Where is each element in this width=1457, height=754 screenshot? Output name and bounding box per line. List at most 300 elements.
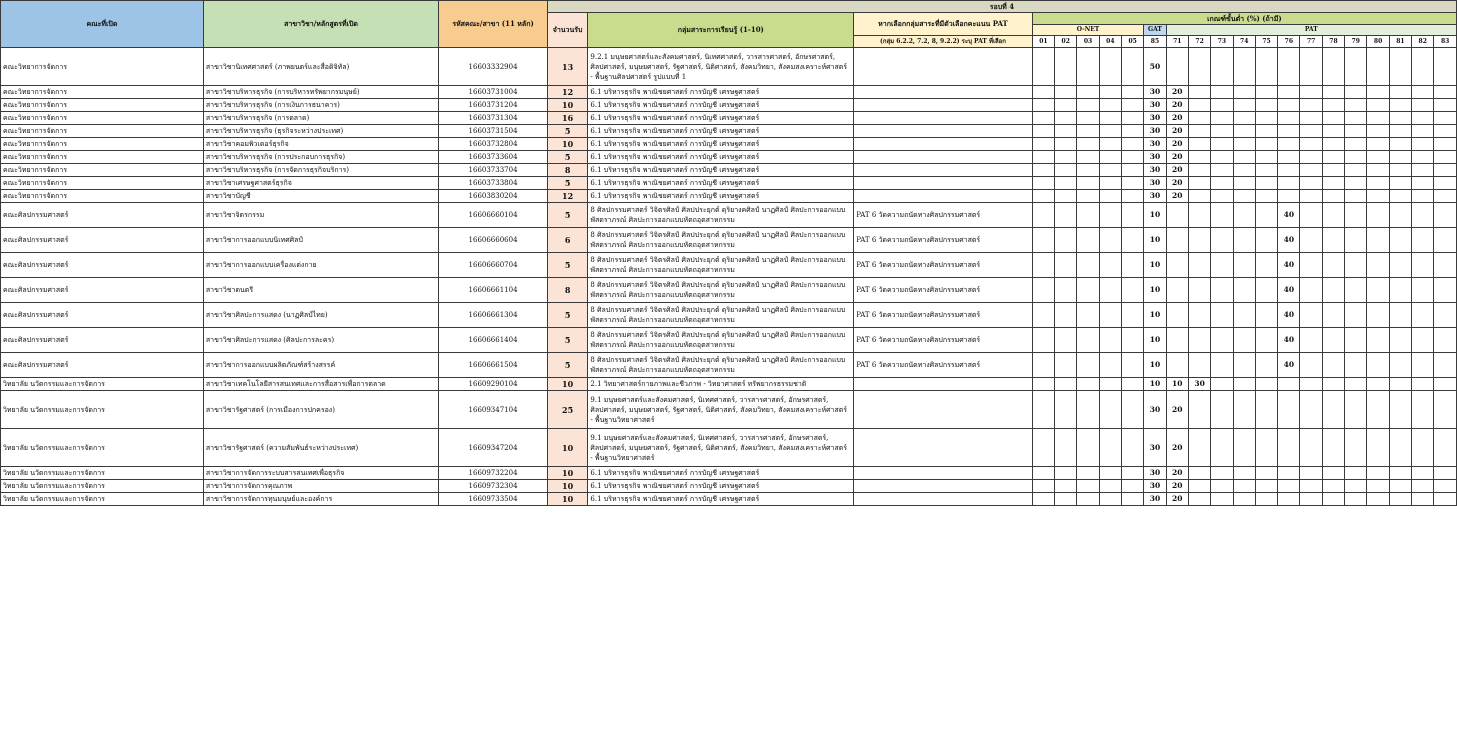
score-cell-03 — [1077, 253, 1099, 278]
score-cell-77 — [1300, 86, 1322, 99]
score-cell-03 — [1077, 203, 1099, 228]
enroll-cell: 5 — [547, 353, 588, 378]
score-cell-75 — [1255, 328, 1277, 353]
table-row — [1, 99, 1457, 112]
score-cell-76 — [1278, 391, 1300, 429]
score-cell-02 — [1055, 378, 1077, 391]
table-row — [1, 112, 1457, 125]
score-cell-80 — [1367, 493, 1389, 506]
score-cell-73 — [1211, 391, 1233, 429]
score-cell-82 — [1412, 177, 1434, 190]
table-row — [1, 391, 1457, 429]
score-cell-02 — [1055, 467, 1077, 480]
code-cell: 16606661104 — [439, 278, 548, 303]
pat-choice-cell: PAT 6 วัดความถนัดทางศิลปกรรมศาสตร์ — [854, 228, 1033, 253]
score-cell-81 — [1389, 467, 1411, 480]
score-cell-83 — [1434, 391, 1457, 429]
score-cell-72 — [1188, 112, 1210, 125]
enroll-cell: 5 — [547, 125, 588, 138]
score-cell-03 — [1077, 480, 1099, 493]
pat-choice-cell: PAT 6 วัดความถนัดทางศิลปกรรมศาสตร์ — [854, 278, 1033, 303]
score-cell-01 — [1032, 125, 1054, 138]
program-cell: สาขาวิชาการจัดการระบบสารสนเทศเพื่อธุรกิจ — [203, 467, 438, 480]
faculty-cell: วิทยาลัย นวัตกรรมและการจัดการ — [1, 480, 204, 493]
score-cell-05 — [1121, 328, 1143, 353]
score-cell-79 — [1345, 328, 1367, 353]
faculty-cell: คณะวิทยาการจัดการ — [1, 86, 204, 99]
score-cell-82 — [1412, 391, 1434, 429]
score-cell-76: 40 — [1278, 328, 1300, 353]
score-cell-80 — [1367, 99, 1389, 112]
score-cell-04 — [1099, 138, 1121, 151]
score-cell-77 — [1300, 378, 1322, 391]
score-cell-85: 30 — [1144, 429, 1166, 467]
enroll-cell: 25 — [547, 391, 588, 429]
score-cell-81 — [1389, 303, 1411, 328]
score-cell-72 — [1188, 164, 1210, 177]
score-cell-77 — [1300, 328, 1322, 353]
score-cell-05 — [1121, 480, 1143, 493]
score-cell-78 — [1322, 429, 1344, 467]
faculty-cell: คณะศิลปกรรมศาสตร์ — [1, 328, 204, 353]
score-cell-76: 40 — [1278, 303, 1300, 328]
score-cell-85: 30 — [1144, 391, 1166, 429]
score-cell-75 — [1255, 151, 1277, 164]
score-cell-80 — [1367, 303, 1389, 328]
score-cell-83 — [1434, 353, 1457, 378]
score-cell-71: 20 — [1166, 190, 1188, 203]
score-cell-75 — [1255, 190, 1277, 203]
score-col-header-72: 72 — [1188, 36, 1210, 48]
score-cell-75 — [1255, 164, 1277, 177]
score-cell-01 — [1032, 328, 1054, 353]
code-cell: 16603332904 — [439, 48, 548, 86]
score-col-header-76: 76 — [1278, 36, 1300, 48]
score-cell-74 — [1233, 48, 1255, 86]
score-cell-81 — [1389, 353, 1411, 378]
score-cell-73 — [1211, 493, 1233, 506]
program-cell: สาขาวิชาบริหารธุรกิจ (การประกอบการธุรกิจ) — [203, 151, 438, 164]
score-cell-77 — [1300, 429, 1322, 467]
score-cell-78 — [1322, 203, 1344, 228]
group-cell: 9.1 มนุษยศาสตร์และสังคมศาสตร์, นิเทศศาสตร์, วารสารศาสตร์, อักษรศาสตร์, ศิลปศาสตร์, มนุษยศาสตร์, รัฐศาสตร์, นิติศาสตร์, สังคมวิทยา, สังคมสงเคราะห์ศาสตร์ - พื้นฐานวิทยาศาสตร์ — [588, 429, 854, 467]
score-cell-85: 10 — [1144, 278, 1166, 303]
score-cell-74 — [1233, 138, 1255, 151]
score-cell-05 — [1121, 86, 1143, 99]
code-cell: 16603830204 — [439, 190, 548, 203]
score-cell-74 — [1233, 86, 1255, 99]
score-cell-80 — [1367, 228, 1389, 253]
score-cell-78 — [1322, 303, 1344, 328]
score-cell-77 — [1300, 353, 1322, 378]
table-row — [1, 378, 1457, 391]
score-cell-82 — [1412, 228, 1434, 253]
score-cell-72 — [1188, 429, 1210, 467]
pat-choice-cell — [854, 99, 1033, 112]
code-cell: 16603731304 — [439, 112, 548, 125]
score-cell-85: 10 — [1144, 203, 1166, 228]
score-cell-03 — [1077, 190, 1099, 203]
program-cell: สาขาวิชาการออกแบบเครื่องแต่งกาย — [203, 253, 438, 278]
score-col-header-71: 71 — [1166, 36, 1188, 48]
score-cell-82 — [1412, 164, 1434, 177]
score-cell-04 — [1099, 328, 1121, 353]
pat-choice-cell — [854, 86, 1033, 99]
score-cell-75 — [1255, 125, 1277, 138]
score-cell-85: 30 — [1144, 112, 1166, 125]
score-cell-83 — [1434, 228, 1457, 253]
score-cell-82 — [1412, 125, 1434, 138]
group-cell: 8 ศิลปกรรมศาสตร์ วิจิตรศิลป์ ศิลปประยุกต์ ดุริยางคศิลป์ นาฏศิลป์ ศิลปะการออกแบบพัสตราภรณ์ ศิลปะการออกแบบหัตถอุตสาหกรรม — [588, 328, 854, 353]
score-cell-04 — [1099, 164, 1121, 177]
group-cell: 8 ศิลปกรรมศาสตร์ วิจิตรศิลป์ ศิลปประยุกต์ ดุริยางคศิลป์ นาฏศิลป์ ศิลปะการออกแบบพัสตราภรณ์ ศิลปะการออกแบบหัตถอุตสาหกรรม — [588, 253, 854, 278]
score-cell-72 — [1188, 151, 1210, 164]
code-cell: 16603733804 — [439, 177, 548, 190]
score-cell-76 — [1278, 99, 1300, 112]
pat-choice-cell — [854, 190, 1033, 203]
score-cell-05 — [1121, 467, 1143, 480]
score-cell-82 — [1412, 151, 1434, 164]
faculty-cell: วิทยาลัย นวัตกรรมและการจัดการ — [1, 467, 204, 480]
score-cell-71: 20 — [1166, 429, 1188, 467]
enroll-cell: 12 — [547, 190, 588, 203]
score-col-header-81: 81 — [1389, 36, 1411, 48]
enroll-cell: 10 — [547, 480, 588, 493]
enroll-cell: 5 — [547, 151, 588, 164]
score-cell-80 — [1367, 253, 1389, 278]
score-cell-71: 10 — [1166, 378, 1188, 391]
score-cell-80 — [1367, 278, 1389, 303]
score-col-header-79: 79 — [1345, 36, 1367, 48]
table-row — [1, 190, 1457, 203]
pat-choice-cell: PAT 6 วัดความถนัดทางศิลปกรรมศาสตร์ — [854, 253, 1033, 278]
pat-choice-cell — [854, 151, 1033, 164]
score-cell-82 — [1412, 190, 1434, 203]
score-cell-77 — [1300, 303, 1322, 328]
score-cell-81 — [1389, 112, 1411, 125]
score-cell-01 — [1032, 164, 1054, 177]
faculty-cell: คณะวิทยาการจัดการ — [1, 177, 204, 190]
score-cell-03 — [1077, 429, 1099, 467]
score-cell-83 — [1434, 328, 1457, 353]
score-col-header-05: 05 — [1121, 36, 1143, 48]
table-row — [1, 429, 1457, 467]
score-cell-77 — [1300, 228, 1322, 253]
score-cell-80 — [1367, 86, 1389, 99]
group-cell: 6.1 บริหารธุรกิจ พาณิชยศาสตร์ การบัญชี เศรษฐศาสตร์ — [588, 480, 854, 493]
score-cell-80 — [1367, 164, 1389, 177]
table-row — [1, 328, 1457, 353]
score-cell-76 — [1278, 112, 1300, 125]
score-cell-81 — [1389, 278, 1411, 303]
score-cell-73 — [1211, 177, 1233, 190]
enroll-cell: 10 — [547, 493, 588, 506]
pat-choice-cell — [854, 177, 1033, 190]
score-cell-78 — [1322, 467, 1344, 480]
group-cell: 6.1 บริหารธุรกิจ พาณิชยศาสตร์ การบัญชี เศรษฐศาสตร์ — [588, 177, 854, 190]
score-cell-79 — [1345, 228, 1367, 253]
group-cell: 8 ศิลปกรรมศาสตร์ วิจิตรศิลป์ ศิลปประยุกต์ ดุริยางคศิลป์ นาฏศิลป์ ศิลปะการออกแบบพัสตราภรณ์ ศิลปะการออกแบบหัตถอุตสาหกรรม — [588, 278, 854, 303]
score-cell-78 — [1322, 493, 1344, 506]
program-cell: สาขาวิชาการออกแบบนิเทศศิลป์ — [203, 228, 438, 253]
score-cell-75 — [1255, 480, 1277, 493]
score-cell-02 — [1055, 164, 1077, 177]
enroll-cell: 6 — [547, 228, 588, 253]
score-cell-71 — [1166, 328, 1188, 353]
program-cell: สาขาวิชาศิลปะการแสดง (นาฏศิลป์ไทย) — [203, 303, 438, 328]
score-cell-77 — [1300, 190, 1322, 203]
score-cell-71 — [1166, 48, 1188, 86]
score-cell-76 — [1278, 378, 1300, 391]
score-cell-04 — [1099, 125, 1121, 138]
faculty-cell: วิทยาลัย นวัตกรรมและการจัดการ — [1, 391, 204, 429]
score-cell-74 — [1233, 493, 1255, 506]
score-cell-77 — [1300, 278, 1322, 303]
score-cell-75 — [1255, 303, 1277, 328]
score-cell-82 — [1412, 493, 1434, 506]
score-cell-02 — [1055, 480, 1077, 493]
score-cell-74 — [1233, 228, 1255, 253]
score-cell-77 — [1300, 138, 1322, 151]
table-row — [1, 151, 1457, 164]
score-cell-81 — [1389, 228, 1411, 253]
score-cell-81 — [1389, 480, 1411, 493]
table-body — [1, 48, 1457, 506]
program-cell: สาขาวิชานิเทศศาสตร์ (ภาพยนตร์และสื่อดิจิทัล) — [203, 48, 438, 86]
pat-choice-cell — [854, 480, 1033, 493]
score-cell-79 — [1345, 138, 1367, 151]
score-cell-79 — [1345, 253, 1367, 278]
score-cell-82 — [1412, 429, 1434, 467]
score-cell-02 — [1055, 228, 1077, 253]
score-cell-72 — [1188, 493, 1210, 506]
score-cell-79 — [1345, 429, 1367, 467]
pat-choice-header-1: หากเลือกกลุ่มสาระที่มีตัวเลือกคะแนน PAT — [854, 13, 1033, 36]
score-cell-03 — [1077, 467, 1099, 480]
table-row — [1, 48, 1457, 86]
score-cell-74 — [1233, 429, 1255, 467]
table-row — [1, 125, 1457, 138]
score-cell-02 — [1055, 303, 1077, 328]
score-cell-81 — [1389, 48, 1411, 86]
score-cell-78 — [1322, 48, 1344, 86]
score-cell-76 — [1278, 429, 1300, 467]
onet-header: O-NET — [1032, 25, 1144, 36]
score-cell-79 — [1345, 203, 1367, 228]
group-cell: 6.1 บริหารธุรกิจ พาณิชยศาสตร์ การบัญชี เศรษฐศาสตร์ — [588, 112, 854, 125]
score-cell-73 — [1211, 112, 1233, 125]
score-cell-02 — [1055, 190, 1077, 203]
score-cell-79 — [1345, 480, 1367, 493]
program-cell: สาขาวิชาบัญชี — [203, 190, 438, 203]
score-cell-73 — [1211, 429, 1233, 467]
score-cell-76 — [1278, 190, 1300, 203]
group-cell: 8 ศิลปกรรมศาสตร์ วิจิตรศิลป์ ศิลปประยุกต์ ดุริยางคศิลป์ นาฏศิลป์ ศิลปะการออกแบบพัสตราภรณ์ ศิลปะการออกแบบหัตถอุตสาหกรรม — [588, 228, 854, 253]
score-cell-03 — [1077, 125, 1099, 138]
score-cell-76 — [1278, 125, 1300, 138]
score-cell-78 — [1322, 112, 1344, 125]
score-cell-76: 40 — [1278, 228, 1300, 253]
score-cell-82 — [1412, 48, 1434, 86]
score-cell-81 — [1389, 125, 1411, 138]
score-cell-79 — [1345, 467, 1367, 480]
score-cell-72 — [1188, 303, 1210, 328]
score-cell-02 — [1055, 177, 1077, 190]
enroll-cell: 5 — [547, 203, 588, 228]
score-cell-83 — [1434, 177, 1457, 190]
enroll-cell: 10 — [547, 429, 588, 467]
enroll-header: จำนวนรับ — [547, 13, 588, 48]
score-cell-03 — [1077, 99, 1099, 112]
score-cell-79 — [1345, 99, 1367, 112]
score-cell-77 — [1300, 151, 1322, 164]
score-cell-83 — [1434, 190, 1457, 203]
enroll-cell: 8 — [547, 164, 588, 177]
score-cell-02 — [1055, 429, 1077, 467]
score-cell-76 — [1278, 467, 1300, 480]
score-cell-04 — [1099, 112, 1121, 125]
program-cell: สาขาวิชารัฐศาสตร์ (การเมืองการปกครอง) — [203, 391, 438, 429]
enroll-cell: 5 — [547, 177, 588, 190]
group-cell: 8 ศิลปกรรมศาสตร์ วิจิตรศิลป์ ศิลปประยุกต์ ดุริยางคศิลป์ นาฏศิลป์ ศิลปะการออกแบบพัสตราภรณ์ ศิลปะการออกแบบหัตถอุตสาหกรรม — [588, 203, 854, 228]
faculty-header: คณะที่เปิด — [1, 1, 204, 48]
table-row — [1, 177, 1457, 190]
score-cell-01 — [1032, 228, 1054, 253]
score-cell-85: 30 — [1144, 190, 1166, 203]
faculty-cell: คณะศิลปกรรมศาสตร์ — [1, 203, 204, 228]
score-cell-72 — [1188, 328, 1210, 353]
score-cell-78 — [1322, 253, 1344, 278]
score-cell-01 — [1032, 467, 1054, 480]
score-cell-71: 20 — [1166, 99, 1188, 112]
faculty-cell: คณะวิทยาการจัดการ — [1, 125, 204, 138]
score-cell-03 — [1077, 303, 1099, 328]
score-cell-83 — [1434, 164, 1457, 177]
score-cell-81 — [1389, 493, 1411, 506]
score-cell-73 — [1211, 303, 1233, 328]
score-cell-74 — [1233, 467, 1255, 480]
code-cell: 16603733604 — [439, 151, 548, 164]
score-cell-01 — [1032, 112, 1054, 125]
score-cell-03 — [1077, 328, 1099, 353]
score-col-header-80: 80 — [1367, 36, 1389, 48]
score-cell-80 — [1367, 151, 1389, 164]
score-cell-82 — [1412, 328, 1434, 353]
score-cell-83 — [1434, 203, 1457, 228]
enroll-cell: 10 — [547, 378, 588, 391]
score-cell-05 — [1121, 493, 1143, 506]
score-cell-75 — [1255, 177, 1277, 190]
score-cell-05 — [1121, 378, 1143, 391]
score-cell-79 — [1345, 378, 1367, 391]
score-cell-05 — [1121, 99, 1143, 112]
score-cell-80 — [1367, 378, 1389, 391]
score-cell-05 — [1121, 429, 1143, 467]
program-cell: สาขาวิชาบริหารธุรกิจ (การตลาด) — [203, 112, 438, 125]
score-col-header-74: 74 — [1233, 36, 1255, 48]
score-cell-73 — [1211, 138, 1233, 151]
score-cell-72 — [1188, 480, 1210, 493]
faculty-cell: คณะวิทยาการจัดการ — [1, 99, 204, 112]
score-cell-76 — [1278, 86, 1300, 99]
score-cell-02 — [1055, 86, 1077, 99]
program-cell: สาขาวิชารัฐศาสตร์ (ความสัมพันธ์ระหว่างประเทศ) — [203, 429, 438, 467]
score-col-header-04: 04 — [1099, 36, 1121, 48]
score-cell-73 — [1211, 203, 1233, 228]
score-cell-77 — [1300, 203, 1322, 228]
group-cell: 6.1 บริหารธุรกิจ พาณิชยศาสตร์ การบัญชี เศรษฐศาสตร์ — [588, 190, 854, 203]
score-cell-75 — [1255, 278, 1277, 303]
score-cell-85: 50 — [1144, 48, 1166, 86]
score-cell-77 — [1300, 391, 1322, 429]
score-cell-85: 30 — [1144, 467, 1166, 480]
group-cell: 6.1 บริหารธุรกิจ พาณิชยศาสตร์ การบัญชี เศรษฐศาสตร์ — [588, 467, 854, 480]
group-cell: 9.1 มนุษยศาสตร์และสังคมศาสตร์, นิเทศศาสตร์, วารสารศาสตร์, อักษรศาสตร์, ศิลปศาสตร์, มนุษยศาสตร์, รัฐศาสตร์, นิติศาสตร์, สังคมวิทยา, สังคมสงเคราะห์ศาสตร์ - พื้นฐานวิทยาศาสตร์ — [588, 391, 854, 429]
score-cell-83 — [1434, 467, 1457, 480]
score-cell-72 — [1188, 48, 1210, 86]
score-cell-76 — [1278, 138, 1300, 151]
program-cell: สาขาวิชาคอมพิวเตอร์ธุรกิจ — [203, 138, 438, 151]
score-cell-72 — [1188, 125, 1210, 138]
score-cell-75 — [1255, 228, 1277, 253]
program-cell: สาขาวิชาการจัดการทุนมนุษย์และองค์การ — [203, 493, 438, 506]
score-cell-05 — [1121, 203, 1143, 228]
score-cell-71: 20 — [1166, 480, 1188, 493]
score-cell-03 — [1077, 138, 1099, 151]
program-cell: สาขาวิชาจิตรกรรม — [203, 203, 438, 228]
score-cell-71 — [1166, 203, 1188, 228]
score-cell-72 — [1188, 228, 1210, 253]
score-cell-02 — [1055, 48, 1077, 86]
table-row — [1, 353, 1457, 378]
score-cell-71 — [1166, 353, 1188, 378]
score-col-header-02: 02 — [1055, 36, 1077, 48]
score-cell-79 — [1345, 125, 1367, 138]
score-cell-73 — [1211, 190, 1233, 203]
pat-choice-cell — [854, 48, 1033, 86]
pat-choice-cell — [854, 112, 1033, 125]
score-cell-83 — [1434, 138, 1457, 151]
program-cell: สาขาวิชาบริหารธุรกิจ (การเงินการธนาคาร) — [203, 99, 438, 112]
score-cell-03 — [1077, 278, 1099, 303]
score-cell-81 — [1389, 86, 1411, 99]
score-cell-78 — [1322, 190, 1344, 203]
faculty-cell: คณะวิทยาการจัดการ — [1, 164, 204, 177]
score-cell-81 — [1389, 429, 1411, 467]
pat-choice-cell — [854, 467, 1033, 480]
pat-choice-cell — [854, 378, 1033, 391]
faculty-cell: คณะวิทยาการจัดการ — [1, 48, 204, 86]
pat-choice-cell — [854, 138, 1033, 151]
score-cell-82 — [1412, 203, 1434, 228]
score-cell-83 — [1434, 378, 1457, 391]
score-cell-71 — [1166, 253, 1188, 278]
score-cell-73 — [1211, 378, 1233, 391]
score-cell-73 — [1211, 278, 1233, 303]
score-cell-80 — [1367, 391, 1389, 429]
criteria-header: เกณฑ์ขั้นต่ำ (%) (ถ้ามี) — [1032, 13, 1456, 25]
score-cell-75 — [1255, 493, 1277, 506]
score-cell-79 — [1345, 151, 1367, 164]
score-cell-75 — [1255, 353, 1277, 378]
score-cell-78 — [1322, 86, 1344, 99]
score-cell-83 — [1434, 151, 1457, 164]
score-cell-05 — [1121, 353, 1143, 378]
score-cell-04 — [1099, 190, 1121, 203]
code-cell: 16603731004 — [439, 86, 548, 99]
enroll-cell: 8 — [547, 278, 588, 303]
score-cell-78 — [1322, 328, 1344, 353]
